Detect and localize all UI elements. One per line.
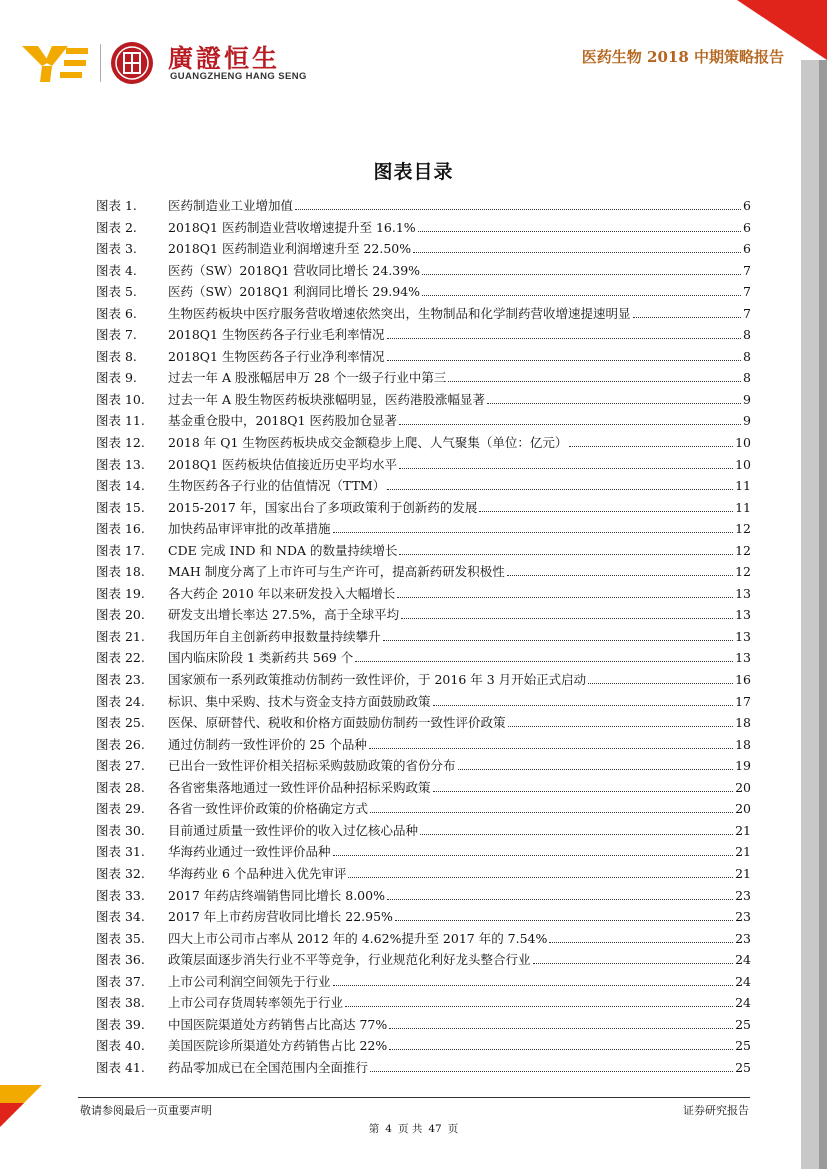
brand-name-english: GUANGZHENG HANG SENG xyxy=(170,71,307,82)
toc-entry-page: 16 xyxy=(735,672,751,688)
toc-entry[interactable] xyxy=(96,907,751,929)
toc-leader-dots xyxy=(433,791,734,792)
report-type-label: 证券研究报告 xyxy=(683,1104,749,1117)
toc-entry-page: 9 xyxy=(743,413,751,429)
toc-entry-text: 2018Q1 医药制造业利润增速升至 22.50% xyxy=(168,241,412,257)
toc-leader-dots xyxy=(422,295,741,296)
toc-entry[interactable] xyxy=(96,541,751,563)
toc-entry[interactable] xyxy=(96,498,751,520)
toc-entry-label: 图表 37. xyxy=(96,973,145,989)
toc-entry[interactable] xyxy=(96,735,751,757)
toc-entry[interactable] xyxy=(96,864,751,886)
toc-entry-page: 7 xyxy=(743,262,751,278)
toc-leader-dots xyxy=(479,511,733,512)
toc-entry-text: 2018Q1 生物医药各子行业净利率情况 xyxy=(168,348,385,364)
toc-entry-label: 图表 8. xyxy=(96,348,137,364)
toc-entry-text: 医药制造业工业增加值 xyxy=(168,198,294,213)
toc-entry-page: 10 xyxy=(735,435,751,451)
toc-entry-text: 华海药业 6 个品种进入优先审评 xyxy=(168,865,347,881)
toc-entry-page: 6 xyxy=(743,198,751,213)
toc-entry-page: 11 xyxy=(735,499,751,515)
toc-leader-dots xyxy=(418,231,741,232)
toc-entry-label: 图表 13. xyxy=(96,456,145,472)
toc-entry[interactable] xyxy=(96,713,751,735)
toc-entry-label: 图表 35. xyxy=(96,930,145,946)
toc-entry[interactable] xyxy=(96,196,751,218)
toc-leader-dots xyxy=(448,381,741,382)
toc-entry-text: 2015-2017 年，国家出台了多项政策利于创新药的发展 xyxy=(168,499,478,515)
toc-entry-page: 18 xyxy=(735,736,751,752)
toc-entry-label: 图表 25. xyxy=(96,715,145,731)
toc-entry-page: 8 xyxy=(743,327,751,343)
toc-entry-page: 8 xyxy=(743,370,751,386)
toc-entry-label: 图表 21. xyxy=(96,628,145,644)
toc-entry[interactable] xyxy=(96,821,751,843)
toc-entry-label: 图表 16. xyxy=(96,521,145,537)
toc-entry-label: 图表 14. xyxy=(96,478,145,494)
toc-entry-label: 图表 18. xyxy=(96,564,145,580)
toc-entry-text: 各省一致性评价政策的价格确定方式 xyxy=(168,801,369,817)
toc-entry[interactable] xyxy=(96,411,751,433)
toc-entry[interactable] xyxy=(96,648,751,670)
toc-entry-text: 医药（SW）2018Q1 利润同比增长 29.94% xyxy=(168,284,421,300)
toc-entry-page: 21 xyxy=(735,844,751,860)
toc-entry-label: 图表 31. xyxy=(96,844,145,860)
toc-entry-page: 23 xyxy=(735,887,751,903)
toc-entry-text: 2018Q1 医药板块估值接近历史平均水平 xyxy=(168,456,397,472)
toc-entry-page: 23 xyxy=(735,930,751,946)
toc-entry-page: 12 xyxy=(735,542,751,558)
toc-leader-dots xyxy=(507,575,733,576)
toc-leader-dots xyxy=(413,252,741,253)
toc-leader-dots xyxy=(533,963,734,964)
toc-entry[interactable] xyxy=(96,476,751,498)
toc-entry-page: 20 xyxy=(735,801,751,817)
toc-entry-text: 目前通过质量一致性评价的收入过亿核心品种 xyxy=(168,822,419,838)
toc-leader-dots xyxy=(401,618,733,619)
toc-leader-dots xyxy=(433,705,734,706)
toc-entry-text: 标识、集中采购、技术与资金支持方面鼓励政策 xyxy=(168,693,431,709)
toc-entry-page: 13 xyxy=(735,628,751,644)
toc-entry[interactable] xyxy=(96,1015,751,1037)
toc-entry-label: 图表 3. xyxy=(96,241,137,257)
toc-entry-label: 图表 29. xyxy=(96,801,145,817)
toc-entry[interactable] xyxy=(96,605,751,627)
toc-entry-page: 25 xyxy=(735,1038,751,1054)
toc-leader-dots xyxy=(345,1006,733,1007)
page-middle: 页 共 xyxy=(397,1123,423,1135)
toc-entry-page: 20 xyxy=(735,779,751,795)
toc-entry-page: 18 xyxy=(735,715,751,731)
toc-leader-dots xyxy=(387,899,733,900)
toc-entry-page: 25 xyxy=(735,1016,751,1032)
toc-entry-label: 图表 22. xyxy=(96,650,145,666)
toc-entry-label: 图表 10. xyxy=(96,391,145,407)
toc-entry-text: 2018 年 Q1 生物医药板块成交金额稳步上爬、人气聚集（单位：亿元） xyxy=(168,435,568,451)
guangzheng-y-logo-icon xyxy=(22,42,90,84)
toc-leader-dots xyxy=(348,877,733,878)
toc-entry-label: 图表 26. xyxy=(96,736,145,752)
brand-name-chinese: 廣證恒生 xyxy=(168,44,281,73)
toc-entry-label: 图表 34. xyxy=(96,909,145,925)
toc-entry-text: 加快药品审评审批的改革措施 xyxy=(168,521,331,537)
toc-entry-text: 上市公司利润空间领先于行业 xyxy=(168,973,331,989)
toc-entry-label: 图表 41. xyxy=(96,1059,145,1075)
toc-entry-label: 图表 27. xyxy=(96,758,145,774)
toc-entry[interactable] xyxy=(96,1036,751,1058)
page-header xyxy=(22,38,792,88)
toc-entry-text: CDE 完成 IND 和 NDA 的数量持续增长 xyxy=(168,542,398,558)
toc-entry[interactable] xyxy=(96,627,751,649)
toc-entry-text: 2018Q1 生物医药各子行业毛利率情况 xyxy=(168,327,385,343)
toc-leader-dots xyxy=(487,403,741,404)
toc-entry-page: 25 xyxy=(735,1059,751,1075)
toc-entry[interactable] xyxy=(96,799,751,821)
page-number xyxy=(0,1121,827,1136)
toc-leader-dots xyxy=(395,920,733,921)
toc-leader-dots xyxy=(508,726,734,727)
toc-entry[interactable] xyxy=(96,993,751,1015)
toc-entry[interactable] xyxy=(96,1058,751,1080)
toc-entry-label: 图表 39. xyxy=(96,1016,145,1032)
toc-leader-dots xyxy=(387,360,742,361)
toc-entry-label: 图表 38. xyxy=(96,995,145,1011)
toc-entry-label: 图表 32. xyxy=(96,865,145,881)
toc-entry[interactable] xyxy=(96,519,751,541)
toc-entry[interactable] xyxy=(96,347,751,369)
toc-leader-dots xyxy=(633,317,742,318)
toc-leader-dots xyxy=(389,1028,733,1029)
toc-entry-text: 中国医院渠道处方药销售占比高达 77% xyxy=(168,1016,388,1032)
toc-list xyxy=(96,196,751,1079)
toc-entry-page: 6 xyxy=(743,219,751,235)
toc-entry-text: 国家颁布一系列政策推动仿制药一致性评价，于 2016 年 3 月开始正式启动 xyxy=(168,672,587,688)
toc-entry-label: 图表 28. xyxy=(96,779,145,795)
logo-separator xyxy=(100,44,101,82)
toc-entry-text: 研发支出增长率达 27.5%，高于全球平均 xyxy=(168,607,400,623)
toc-entry[interactable] xyxy=(96,756,751,778)
toc-entry-label: 图表 33. xyxy=(96,887,145,903)
toc-entry-text: 美国医院诊所渠道处方药销售占比 22% xyxy=(168,1038,388,1054)
toc-entry-label: 图表 20. xyxy=(96,607,145,623)
toc-entry-page: 13 xyxy=(735,650,751,666)
toc-entry-page: 6 xyxy=(743,241,751,257)
toc-entry-page: 7 xyxy=(743,305,751,321)
toc-entry-label: 图表 2. xyxy=(96,219,137,235)
toc-leader-dots xyxy=(458,769,734,770)
toc-entry-label: 图表 12. xyxy=(96,435,145,451)
toc-entry[interactable] xyxy=(96,390,751,412)
toc-entry[interactable] xyxy=(96,886,751,908)
toc-entry[interactable] xyxy=(96,304,751,326)
toc-entry-label: 图表 4. xyxy=(96,262,137,278)
toc-entry[interactable] xyxy=(96,842,751,864)
toc-leader-dots xyxy=(399,424,741,425)
report-title: 医药生物 2018 中期策略报告 xyxy=(581,48,784,66)
toc-entry[interactable] xyxy=(96,282,751,304)
toc-entry-text: 2018Q1 医药制造业营收增速提升至 16.1% xyxy=(168,219,416,235)
toc-entry[interactable] xyxy=(96,218,751,240)
toc-entry-text: 2017 年上市药房营收同比增长 22.95% xyxy=(168,909,393,925)
toc-entry-text: 生物医药板块中医疗服务营收增速依然突出，生物制品和化学制药营收增速提速明显 xyxy=(168,305,631,321)
toc-leader-dots xyxy=(399,554,733,555)
toc-entry-label: 图表 1. xyxy=(96,198,137,213)
toc-entry-text: 生物医药各子行业的估值情况（TTM） xyxy=(168,478,386,494)
toc-entry[interactable] xyxy=(96,455,751,477)
toc-entry-text: 各大药企 2010 年以来研发投入大幅增长 xyxy=(168,585,396,601)
toc-leader-dots xyxy=(333,985,734,986)
toc-entry-page: 21 xyxy=(735,865,751,881)
toc-entry-text: MAH 制度分离了上市许可与生产许可，提高新药研发积极性 xyxy=(168,564,505,580)
toc-entry[interactable] xyxy=(96,239,751,261)
toc-entry-text: 基金重仓股中，2018Q1 医药股加仓显著 xyxy=(168,413,397,429)
toc-entry[interactable] xyxy=(96,325,751,347)
toc-leader-dots xyxy=(333,532,734,533)
toc-entry-label: 图表 7. xyxy=(96,327,137,343)
toc-entry-label: 图表 36. xyxy=(96,952,145,968)
toc-entry-page: 13 xyxy=(735,607,751,623)
toc-leader-dots xyxy=(397,597,733,598)
toc-entry[interactable] xyxy=(96,433,751,455)
footer-divider xyxy=(78,1097,750,1098)
toc-entry-page: 21 xyxy=(735,822,751,838)
toc-entry[interactable] xyxy=(96,972,751,994)
toc-leader-dots xyxy=(387,338,742,339)
toc-entry-text: 国内临床阶段 1 类新药共 569 个 xyxy=(168,650,354,666)
toc-entry-page: 24 xyxy=(735,995,751,1011)
toc-entry-page: 10 xyxy=(735,456,751,472)
toc-leader-dots xyxy=(370,812,733,813)
toc-entry-label: 图表 17. xyxy=(96,542,145,558)
toc-entry[interactable] xyxy=(96,950,751,972)
toc-entry-label: 图表 19. xyxy=(96,585,145,601)
toc-entry-page: 17 xyxy=(735,693,751,709)
toc-entry-label: 图表 40. xyxy=(96,1038,145,1054)
toc-entry-label: 图表 5. xyxy=(96,284,137,300)
toc-title: 图表目录 xyxy=(373,161,454,183)
toc-entry-page: 8 xyxy=(743,348,751,364)
page-suffix: 页 xyxy=(447,1123,459,1135)
toc-entry-label: 图表 6. xyxy=(96,305,137,321)
toc-entry-text: 医保、原研替代、税收和价格方面鼓励仿制药一致性评价政策 xyxy=(168,715,506,731)
toc-entry-label: 图表 15. xyxy=(96,499,145,515)
toc-leader-dots xyxy=(355,661,733,662)
toc-leader-dots xyxy=(399,468,733,469)
toc-entry-page: 24 xyxy=(735,973,751,989)
toc-entry-text: 我国历年自主创新药申报数量持续攀升 xyxy=(168,628,381,644)
toc-entry-label: 图表 11. xyxy=(96,413,145,429)
toc-entry[interactable] xyxy=(96,261,751,283)
toc-leader-dots xyxy=(369,748,733,749)
toc-entry-label: 图表 24. xyxy=(96,693,145,709)
toc-entry-text: 各省密集落地通过一致性评价品种招标采购政策 xyxy=(168,779,431,795)
toc-entry-text: 2017 年药店终端销售同比增长 8.00% xyxy=(168,887,385,903)
toc-entry-page: 13 xyxy=(735,585,751,601)
toc-entry-text: 过去一年 A 股涨幅居申万 28 个一级子行业中第三 xyxy=(168,370,447,386)
toc-entry[interactable] xyxy=(96,692,751,714)
toc-entry-text: 政策层面逐步消失行业不平等竞争，行业规范化利好龙头整合行业 xyxy=(168,952,531,968)
toc-entry[interactable] xyxy=(96,929,751,951)
toc-entry[interactable] xyxy=(96,562,751,584)
toc-entry-page: 23 xyxy=(735,909,751,925)
toc-leader-dots xyxy=(333,855,734,856)
toc-leader-dots xyxy=(569,446,733,447)
toc-entry-text: 过去一年 A 股生物医药板块涨幅明显，医药港股涨幅显著 xyxy=(168,391,485,407)
right-margin-bar-dark xyxy=(819,60,827,1169)
toc-entry-page: 7 xyxy=(743,284,751,300)
toc-entry-text: 已出台一致性评价相关招标采购鼓励政策的省份分布 xyxy=(168,758,456,774)
page-total: 47 xyxy=(428,1123,442,1135)
toc-entry-text: 通过仿制药一致性评价的 25 个品种 xyxy=(168,736,367,752)
page-current: 4 xyxy=(385,1123,392,1135)
toc-entry-page: 24 xyxy=(735,952,751,968)
toc-entry-label: 图表 9. xyxy=(96,370,137,386)
toc-entry[interactable] xyxy=(96,778,751,800)
page-prefix: 第 xyxy=(368,1123,380,1135)
toc-entry-label: 图表 23. xyxy=(96,672,145,688)
toc-leader-dots xyxy=(383,640,734,641)
hang-seng-seal-icon xyxy=(110,41,154,85)
toc-leader-dots xyxy=(387,489,733,490)
toc-entry-page: 12 xyxy=(735,564,751,580)
disclaimer-note[interactable]: 敬请参阅最后一页重要声明 xyxy=(80,1104,212,1117)
toc-leader-dots xyxy=(370,1071,733,1072)
toc-leader-dots xyxy=(422,274,741,275)
toc-entry-label: 图表 30. xyxy=(96,822,145,838)
toc-entry-page: 9 xyxy=(743,391,751,407)
toc-entry[interactable] xyxy=(96,368,751,390)
toc-leader-dots xyxy=(588,683,733,684)
toc-leader-dots xyxy=(389,1049,733,1050)
toc-entry-text: 上市公司存货周转率领先于行业 xyxy=(168,995,344,1011)
toc-entry-text: 四大上市公司市占率从 2012 年的 4.62%提升至 2017 年的 7.54% xyxy=(168,930,548,946)
toc-leader-dots xyxy=(420,834,733,835)
toc-entry-page: 12 xyxy=(735,521,751,537)
toc-entry-page: 11 xyxy=(735,478,751,494)
toc-leader-dots xyxy=(549,942,733,943)
toc-entry-page: 19 xyxy=(735,758,751,774)
toc-leader-dots xyxy=(295,209,741,210)
toc-entry[interactable] xyxy=(96,670,751,692)
toc-entry-text: 医药（SW）2018Q1 营收同比增长 24.39% xyxy=(168,262,421,278)
toc-entry[interactable] xyxy=(96,584,751,606)
toc-entry-text: 华海药业通过一致性评价品种 xyxy=(168,844,331,860)
toc-entry-text: 药品零加成已在全国范围内全面推行 xyxy=(168,1059,369,1075)
